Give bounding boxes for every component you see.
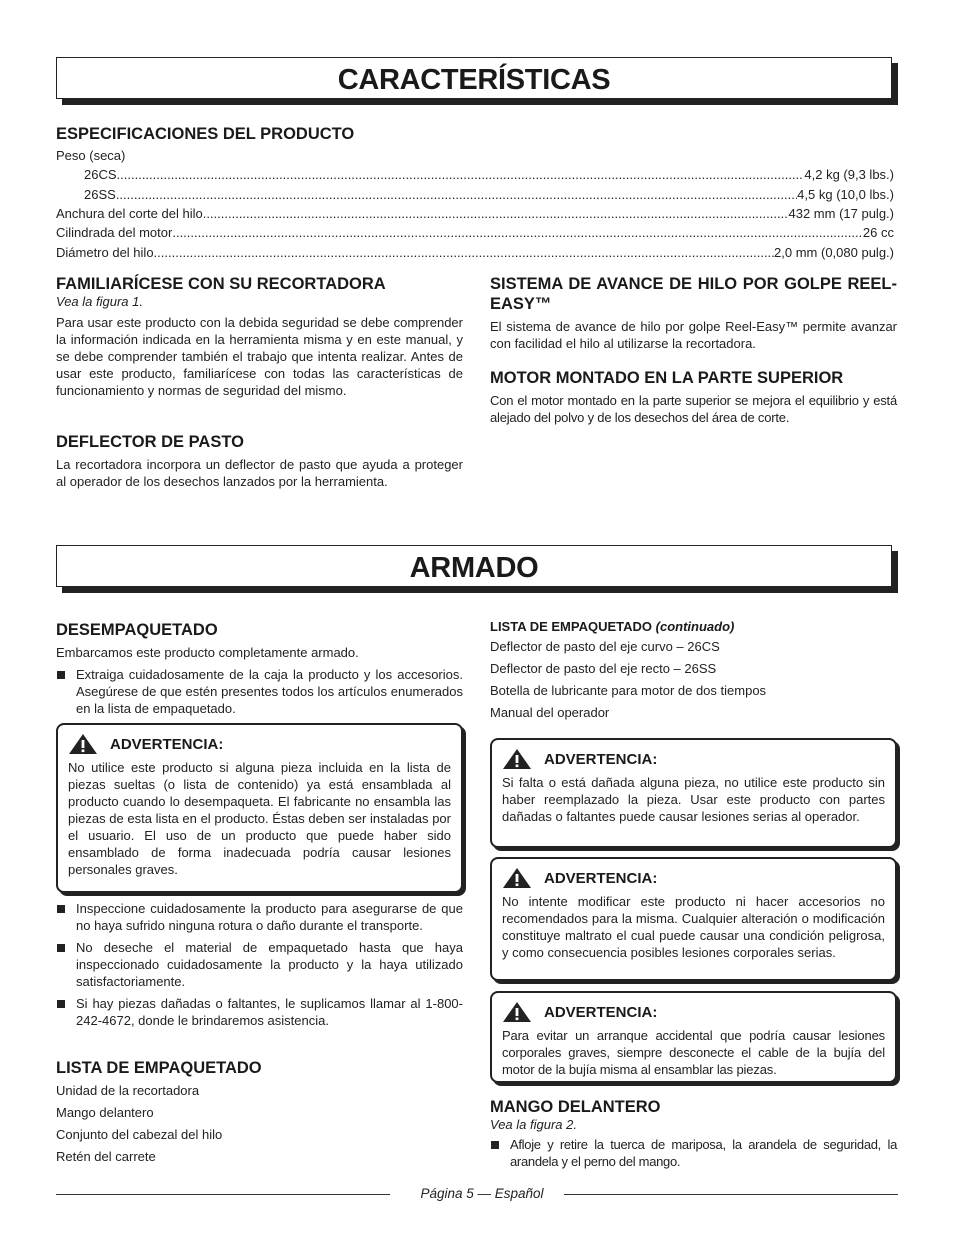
list-item: Conjunto del cabezal del hilo: [56, 1127, 223, 1142]
section-title: ARMADO: [409, 552, 539, 584]
specs-heading: ESPECIFICACIONES DEL PRODUCTO: [56, 125, 355, 143]
page-number: Página 5 — Español: [420, 1186, 544, 1201]
familiarize-section: [56, 274, 463, 399]
figure-reference: Vea la figura 2.: [490, 1117, 577, 1132]
packing-list-heading: LISTA DE EMPAQUETADO: [56, 1059, 262, 1077]
unpacking-more-bullets: [56, 900, 463, 1034]
reel-easy-heading: SISTEMA DE AVANCE DE HILO POR GOLPE REEL-EASY™: [490, 275, 897, 313]
warning-label: ADVERTENCIA:: [544, 869, 658, 887]
warning-label: ADVERTENCIA:: [544, 1003, 658, 1021]
section-banner-armado: [56, 545, 892, 587]
list-item: Inspeccione cuidadosamente la producto para asegurarse de que no haya sufrido ninguna rotura o daño durante el transporte.: [56, 900, 463, 934]
warning-icon: [502, 867, 532, 889]
warning-body: Si falta o está dañada alguna pieza, no utilice este producto sin haber reemplazado la pieza. Usar este producto con partes dañadas o faltantes puede causar lesiones serias al operador.: [502, 775, 885, 824]
familiarize-body: Para usar este producto con la debida seguridad se debe comprender la información indicada en la herramienta misma y en este manual, y se debe comprender también el trabajo que intenta realizar. Antes de usar este producto, familiarícese con todas las características de funcionamiento y normas de seguridad del mismo.: [56, 315, 463, 398]
warning-box-missing-parts: [490, 738, 897, 848]
warning-box-spark-plug: [490, 991, 897, 1083]
reel-easy-section: [490, 274, 897, 352]
spec-row-line-diameter: Diámetro del hilo ..... 2,0 mm (0,080 pulg.): [56, 243, 894, 262]
front-handle-section: [490, 1097, 897, 1175]
deflector-section: [56, 432, 463, 490]
section-banner-caracteristicas: [56, 57, 892, 99]
list-item: Retén del carrete: [56, 1149, 156, 1164]
unpacking-intro: Embarcamos este producto completamente armado.: [56, 645, 359, 660]
list-item: Manual del operador: [490, 705, 610, 720]
warning-icon: [502, 1001, 532, 1023]
warning-icon: [68, 733, 98, 755]
page-footer: [56, 1185, 898, 1205]
list-item: Extraiga cuidadosamente de la caja la producto y los accesorios. Asegúrese de que estén presentes todos los artículos enumerados en la lista de empaquetado.: [56, 666, 463, 717]
list-item: Unidad de la recortadora: [56, 1083, 200, 1098]
spec-row-cut-width: Anchura del corte del hilo ..... 432 mm (17 pulg.): [56, 204, 894, 223]
motor-body: Con el motor montado en la parte superior se mejora el equilibrio y está alejado del polvo y de los desechos del área de corte.: [490, 393, 897, 425]
unpacking-section: [56, 620, 463, 722]
footer-rule-right: [564, 1194, 898, 1195]
warning-body: No intente modificar este producto ni hacer accesorios no recomendados para la misma. Cualquier alteración o modificación constituye maltrato el cual puede causar una condición peligrosa, y como consecuencia posibles lesiones corporales serias.: [502, 894, 885, 960]
warning-label: ADVERTENCIA:: [110, 735, 224, 753]
warning-body: No utilice este producto si alguna pieza incluida en la lista de piezas sueltas (o lista de contenido) ya está ensamblada al producto cuando lo desempaqueta. El fabricante no ensambla las piezas de esta lista en el producto. Éstas deben ser instaladas por el usuario. El uso de un producto que puede haber sido ensamblado de forma inadecuada podría causar lesiones personales graves.: [68, 760, 451, 877]
warning-icon: [502, 748, 532, 770]
warning-body: Para evitar un arranque accidental que podría causar lesiones corporales graves, siempre desconecte el cable de la bujía del motor de la bujía misma al ensamblar las piezas.: [502, 1028, 885, 1077]
warning-box-modification: [490, 857, 897, 981]
spec-row-26ss: 26SS ..... 4,5 kg (10,0 lbs.): [84, 185, 894, 204]
section-title: CARACTERÍSTICAS: [337, 64, 611, 96]
figure-reference: Vea la figura 1.: [56, 294, 143, 309]
spec-row-26cs: 26CS ..... 4,2 kg (9,3 lbs.): [84, 165, 894, 184]
warning-label: ADVERTENCIA:: [544, 750, 658, 768]
reel-easy-body: El sistema de avance de hilo por golpe Reel-Easy™ permite avanzar con facilidad el hilo al utilizarse la recortadora.: [490, 319, 897, 351]
list-item: No deseche el material de empaquetado hasta que haya inspeccionado cuidadosamente la producto y la haya utilizado satisfactoriamente.: [56, 939, 463, 990]
unpacking-heading: DESEMPAQUETADO: [56, 621, 218, 639]
warning-box-unpacking: [56, 723, 463, 893]
familiarize-heading: FAMILIARÍCESE CON SU RECORTADORA: [56, 275, 386, 293]
deflector-body: La recortadora incorpora un deflector de pasto que ayuda a proteger al operador de los desechos lanzados por la herramienta.: [56, 457, 463, 489]
weight-label: Peso (seca): [56, 148, 126, 163]
list-item: Si hay piezas dañadas o faltantes, le suplicamos llamar al 1-800-242-4672, donde le brindaremos asistencia.: [56, 995, 463, 1029]
front-handle-heading: MANGO DELANTERO: [490, 1098, 661, 1116]
list-item: Mango delantero: [56, 1105, 154, 1120]
list-item: Botella de lubricante para motor de dos tiempos: [490, 683, 767, 698]
packing-list-continued-section: [490, 619, 897, 724]
spec-row-displacement: Cilindrada del motor ..... 26 cc: [56, 223, 894, 242]
footer-rule-left: [56, 1194, 390, 1195]
motor-heading: MOTOR MONTADO EN LA PARTE SUPERIOR: [490, 369, 844, 387]
packing-list-continued-heading: LISTA DE EMPAQUETADO (continuado): [490, 619, 735, 634]
list-item: Deflector de pasto del eje recto – 26SS: [490, 661, 717, 676]
motor-section: [490, 368, 897, 426]
list-item: Deflector de pasto del eje curvo – 26CS: [490, 639, 720, 654]
packing-list-section: [56, 1058, 463, 1168]
list-item: Afloje y retire la tuerca de mariposa, la arandela de seguridad, la arandela y el perno del mango.: [490, 1136, 897, 1170]
unpacking-bullets: [56, 666, 463, 717]
deflector-heading: DEFLECTOR DE PASTO: [56, 433, 244, 451]
